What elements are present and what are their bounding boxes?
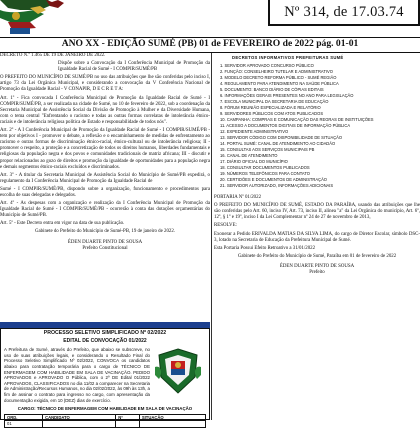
- process-cargo: CARGO: TÉCNICO DE ENFERMAGEM COM HABILIDADE EM SALA DE VACINAÇÃO: [17, 406, 193, 412]
- list-item: 20. CERTIDÕES E DOCUMENTOS DE ADMINISTRAÇÃO: [220, 177, 327, 183]
- process-seletivo-box: [0, 328, 210, 427]
- process-title: PROCESSO SELETIVO SIMPLIFICADO Nº 02/2022: [43, 330, 167, 336]
- left-column: [0, 53, 210, 323]
- decree-article-5: Art. 5º - Este Decreto entra em vigor na data de sua publicação.: [0, 221, 125, 227]
- decree-article-4: Art. 4º - As despesas com a organização e realização da I Conferência Municipal de Promoção da Igualdade Racial de Sumé - I COMPIR/SUMÉ/PB - ocorrerão à conta das dotações orçamentárias do Município de Sumé/PB.: [0, 201, 210, 219]
- table-cell: [43, 421, 116, 428]
- list-item: 1. SERVIDOR APROVADO CONCURSO PÚBLICO: [220, 63, 314, 69]
- decree-closing: Gabinete do Prefeito do Município de Sumé-PB, 19 de janeiro de 2022.: [34, 229, 176, 235]
- decree-article-2: Art. 2º - A I Conferência Municipal de Promoção da Igualdade Racial de Sumé - I COMPIR/SUMÉ/PB - tem por objetivos I - promover o debate, a reflexão e o encaminhamento de medidas de enfrentamento ao racismo e outras formas de discriminação étnico-racial, étnico-cultural ou de intolerância religiosa; II - promover o respeito, a proteção e a concretização de todos os direitos humanos, liberdades fundamentais e religiosas da população negra e dos povos e comunidades tradicionais de matriz africana; III - discutir e propor relacionados ao gozo de direitos e promoção da igualdade de oportunidades para a população negra e demais segmentos étnico-raciais excluídos e discriminados.: [0, 128, 210, 170]
- list-item: 19. NÚMEROS TELEFÔNICOS PARA CONTATO: [220, 171, 310, 177]
- process-table: [4, 414, 206, 428]
- list-item: 4. REGULAMENTO PARA ATENDIMENTO NA SAÚDE PÚBLICA: [220, 81, 339, 87]
- portaria-closing: Gabinete do Prefeito do Município de Sumé, Paraíba em 01 de fevereiro de 2022: [237, 253, 397, 259]
- list-item: 11. ACESSO A DOCUMENTOS DIGITAIS DE INFORMAÇÃO PÚBLICA: [220, 123, 351, 129]
- list-item: 13. SERVIDOR CÓDIGO COM DISPONIBILIDADE DE SITUAÇÃO: [220, 135, 343, 141]
- list-item: 12. EXPEDIENTE ADMINISTRATIVO: [220, 129, 289, 135]
- table-cell: [139, 421, 205, 428]
- portaria-effect: Esta Portaria Possui Efeito Retroativo a 31/01/2022: [214, 245, 316, 251]
- portaria-signature: [214, 264, 420, 276]
- list-item: 18. CONSULTAR DOCUMENTOS PUBLICADOS: [220, 165, 310, 171]
- list-item: 7. ESCOLA MUNICIPAL DA SECRETARIA DE EDUCAÇÃO: [220, 99, 329, 105]
- portaria-preamble: O PREFEITO DO MUNICÍPIO DE SUMÉ, ESTADO DA PARAÍBA, usando das atribuições que lhe são conferidas pelo Art. 60, inciso IV, Art. 73, inciso II, alínea "a" da Lei Orgânica do município, Art. 6º, 12º, § 1º e 19º, inciso I da Lei Complementar nº 24 de 27 de novembro de 2013,: [214, 203, 420, 221]
- list-item: 2. FUNÇÃO: CONSELHEIRO TUTELAR E ADMINISTRATIVO: [220, 69, 333, 75]
- right-column: [214, 53, 420, 420]
- decree-article-3-cont: Sumé - I COMPIR/SUMÉ/PB, dispondo sobre a organização, funcionamento e procedimentos para escolha de suas delegadas e delegados.: [0, 186, 210, 198]
- decree-heading: DECRETO N.º 1.465 DE 19 DE JANEIRO DE 2022.: [0, 53, 106, 58]
- municipal-brasao-logo: [0, 0, 180, 40]
- table-cell: [116, 421, 140, 428]
- table-header-situacao: SITUAÇÃO: [139, 414, 205, 421]
- decree-signature: [0, 240, 210, 252]
- table-header-ord: ORD.: [5, 414, 43, 421]
- list-item: 5. DOCUMENTO: BANCO DIÁRIO DE CÓPIAS EDITAIS: [220, 87, 324, 93]
- portaria-body: Exonerar a Pedido ERIVALDA MATIAS DA SILVA LIMA, do cargo de Diretor Escolar, símbolo DSC-3, lotado na Secretaria de Educação da Prefeitura Municipal de Sumé.: [214, 231, 420, 243]
- decree-signature-role: Prefeito Constitucional: [82, 245, 128, 251]
- table-header-candidato: CANDIDATO: [43, 414, 116, 421]
- list-item: 17. DIÁRIO OFICIAL DO MUNICÍPIO: [220, 159, 288, 165]
- table-row: [5, 421, 206, 428]
- table-header-number: Nº: [116, 414, 140, 421]
- portaria-heading: PORTARIA Nº 01/2022: [214, 195, 262, 201]
- process-subtitle: EDITAL DE CONVOCAÇÃO 01/2022: [63, 337, 147, 344]
- header: [0, 0, 420, 40]
- list-item: 14. PORTAL SUMÉ: CANAL DE ATENDIMENTO AO CIDADÃO: [220, 141, 336, 147]
- decree-article-3: Art. 3º - A titular da Secretaria Municipal de Assistência Social do Município de Sumé/PB expedirá, o regulamento da I Conferência Municipal de Promoção da Igualdade Racial de: [0, 172, 210, 184]
- decree-signature-name: ÉDEN DUARTE PINTO DE SOUSA: [67, 239, 143, 245]
- portaria-signature-name: ÉDEN DUARTE PINTO DE SOUSA: [279, 263, 355, 269]
- portaria-resolve: RESOLVE:: [214, 223, 237, 229]
- process-body: A Prefeitura de Sumé, através do Prefeito, que abaixo se subscreve, no uso de suas atribuições legais, e considerando o Resultado Final do Processo Seletivo Simplificado Nº 02/2022, CONVOCA os candidatos abaixo para contratação temporária para o cargo de TÉCNICO DE ENFERMAGEM COM HABILIDADE EM SALA DE VACINAÇÃO. PEDIDO APROVADOS e APROVADO O Pública, com o 2º DE Edital 01/2022 APROVADOS, CLASSIFICADOS no dia 11/02 a comparecer na Secretaria de Administração/Recursos Humanos, no dia 02/02/2022, às 09h às 13h, a fim de assinar o contrato para ingresso no cargo, com apresentação da documentação exigida, em 10 (DEZ) dias de exercício.: [4, 347, 150, 403]
- masthead-number-box: [268, 0, 420, 26]
- list-item: 21. SERVIDOR AUTORIZADO, INFORMAÇÕES ADICIONAIS: [220, 183, 334, 189]
- list-item: 15. CONSULTAS AOS SERVIÇOS MUNICIPAIS PB: [220, 147, 315, 153]
- portaria-signature-role: Prefeito: [309, 270, 325, 276]
- list-item: 16. CANAL DE ATENDIMENTO: [220, 153, 278, 159]
- edition-line: ANO XX - EDIÇÃO SUMÉ (PB) 01 de FEVEREIRO de 2022 pág. 01-01: [61, 38, 359, 49]
- masthead-number-date: Nº 314, de 17.03.74: [284, 3, 404, 20]
- list-item: 8. FÓRUM REUNIÃO ESPECIALIZADA E RELATÓRIO: [220, 105, 321, 111]
- decree-summary: Dispõe sobre a Convocação da I Conferência Municipal de Promoção da Igualdade Racial de Sumé - I COMPIR/SUMÉ/PB: [58, 61, 210, 73]
- municipal-coat-of-arms-logo: [153, 347, 203, 395]
- column-divider: [211, 53, 212, 420]
- list-item: 6. INFORMAÇÕES GERAIS PRESENTES NO ANO PARA LEGISLAÇÃO: [220, 93, 354, 99]
- list-item: 3. MODELO DECRETO REFORMA PÚBLICO - SUMÉ REGIÃO: [220, 75, 337, 81]
- list-item: 9. SERVIDORES PÚBLICOS COM ATOS PUBLICADOS: [220, 111, 324, 117]
- table-cell: 01: [5, 421, 43, 428]
- agenda-heading: DECRETOS INFORMATIVOS PREFEITURAS SUMÉ: [232, 55, 344, 60]
- agenda-list: [220, 55, 420, 189]
- decree-preamble: O PREFEITO DO MUNICÍPIO DE SUMÉ/PB no uso das atribuições que lhe são conferidas pelo inciso I, artigo 73 da Lei Orgânica Municipal, e considerando a convocação da V Conferência Nacional de Promoção da Igualdade Racial - V CONAPIR, D E C R E T A:: [0, 75, 210, 93]
- list-item: 10. CAMPANHA: COMPRAS E COMUNICAÇÃO DAS REGRAS DE INSTITUIÇÕES: [220, 117, 374, 123]
- decree-article-1: Art. 1º - Fica convocada I Conferência Municipal de Promoção da Igualdade Racial de Sumé - I COMPIR/SUMÉ/PB, a ser realizada na cidade de Sumé, no 10 de fevereiro de 2022, sob a coordenação da Secretaria Municipal de Assistência Social da Divisão de Promoção à Mulher e da Diversidade Humana, com o tema central "Enfrentando o racismo e todas as outras formas correlatas de intolerância étnico-raciais e de intolerância religiosa política de Estado e responsabilidade de todos nós".: [0, 95, 210, 125]
